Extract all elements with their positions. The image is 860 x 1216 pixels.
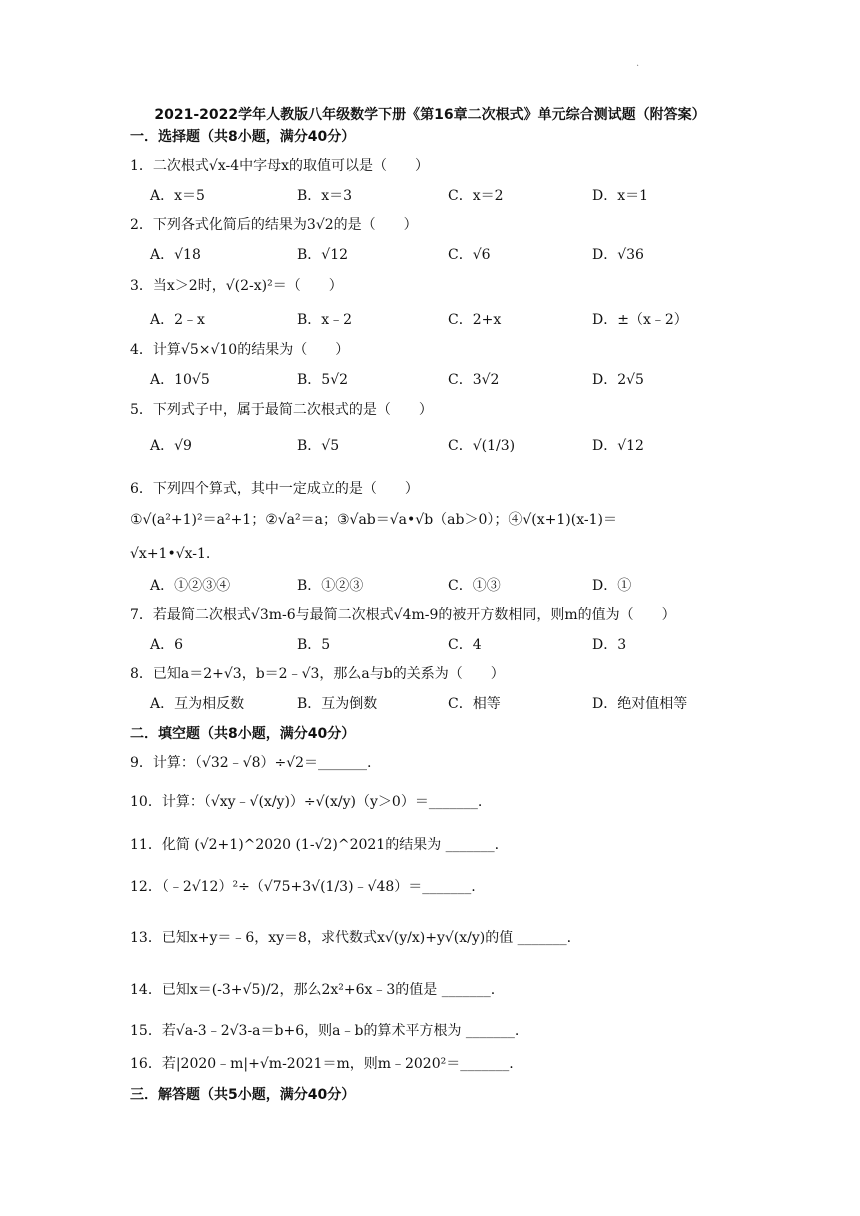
question-6-option-a: A．①②③④ — [150, 578, 231, 594]
question-7-options — [150, 635, 750, 659]
question-4-options — [150, 370, 750, 394]
question-7-stem: 7．若最简二次根式√3m-6与最简二次根式√4m-9的被开方数相同，则m的值为（ ） — [130, 607, 676, 623]
question-8-option-d: D．绝对值相等 — [592, 696, 688, 712]
question-5-option-c: C．√(1/3) — [448, 438, 516, 454]
question-1-options — [150, 186, 750, 210]
question-2-option-d: D．√36 — [592, 247, 644, 263]
question-15: 15．若√a-3﹣2√3-a＝b+6，则a﹣b的算术平方根为 _______. — [130, 1023, 520, 1039]
question-4-option-d: D．2√5 — [592, 372, 644, 388]
question-5-option-a: A．√9 — [150, 438, 192, 454]
question-5-option-b: B．√5 — [297, 438, 340, 454]
question-6-stem: 6．下列四个算式，其中一定成立的是（ ） — [130, 481, 419, 497]
question-2-options — [150, 245, 750, 269]
question-12: 12．（﹣2√12）²÷（√75+3√(1/3)﹣√48）＝_______. — [130, 879, 476, 895]
question-7-option-c: C．4 — [448, 637, 482, 653]
question-8-option-c: C．相等 — [448, 696, 501, 712]
question-6-statements-cont: √x+1•√x-1. — [130, 546, 211, 562]
question-3-options — [150, 310, 750, 334]
section-choice-heading: 一．选择题（共8小题，满分40分） — [130, 129, 356, 145]
question-8-stem: 8．已知a＝2+√3，b＝2﹣√3，那么a与b的关系为（ ） — [130, 666, 505, 682]
question-14: 14．已知x＝(-3+√5)/2，那么2x²+6x﹣3的值是 _______. — [130, 982, 496, 998]
question-3-option-c: C．2+x — [448, 312, 502, 328]
question-7-option-a: A．6 — [150, 637, 184, 653]
question-5-options — [150, 436, 750, 460]
question-5-stem: 5．下列式子中，属于最简二次根式的是（ ） — [130, 402, 433, 418]
question-1-option-b: B．x＝3 — [297, 188, 353, 204]
question-4-option-c: C．3√2 — [448, 372, 500, 388]
section-fill-heading: 二．填空题（共8小题，满分40分） — [130, 726, 356, 742]
question-9: 9．计算：（√32﹣√8）÷√2＝_______. — [130, 755, 372, 771]
question-11: 11．化简 (√2+1)^2020 (1-√2)^2021的结果为 _______. — [130, 837, 500, 853]
section-answer-heading: 三．解答题（共5小题，满分40分） — [130, 1087, 356, 1103]
question-1-option-a: A．x＝5 — [150, 188, 205, 204]
question-2-option-a: A．√18 — [150, 247, 201, 263]
question-6-option-b: B．①②③ — [297, 578, 364, 594]
question-10: 10．计算：（√xy﹣√(x/y)）÷√(x/y)（y＞0）＝_______. — [130, 794, 483, 810]
question-1-option-d: D．x＝1 — [592, 188, 649, 204]
question-3-option-d: D．±（x﹣2） — [592, 312, 688, 328]
question-3-option-b: B．x﹣2 — [297, 312, 353, 328]
question-13: 13．已知x+y＝﹣6，xy＝8，求代数式x√(y/x)+y√(x/y)的值 _______. — [130, 930, 572, 946]
question-3-option-a: A．2﹣x — [150, 312, 205, 328]
question-7-option-b: B．5 — [297, 637, 331, 653]
page-title: 2021-2022学年人教版八年级数学下册《第16章二次根式》单元综合测试题（附答案） — [154, 107, 706, 123]
question-6-statements: ①√(a²+1)²＝a²+1；②√a²＝a；③√ab＝√a•√b（ab＞0）；④√(x+1)(x-1)＝ — [130, 512, 617, 528]
question-4-option-b: B．5√2 — [297, 372, 349, 388]
question-6-options — [150, 576, 750, 600]
question-8-options — [150, 694, 750, 718]
question-16: 16．若|2020﹣m|+√m-2021＝m，则m﹣2020²＝_______. — [130, 1056, 514, 1072]
question-4-stem: 4．计算√5×√10的结果为（ ） — [130, 342, 350, 358]
question-7-option-d: D．3 — [592, 637, 627, 653]
question-4-option-a: A．10√5 — [150, 372, 210, 388]
page-dot: . — [636, 58, 640, 69]
question-8-option-b: B．互为倒数 — [297, 696, 378, 712]
question-5-option-d: D．√12 — [592, 438, 644, 454]
question-1-option-c: C．x＝2 — [448, 188, 504, 204]
question-1-stem: 1．二次根式√x-4中字母x的取值可以是（ ） — [130, 158, 430, 174]
question-6-option-d: D．① — [592, 578, 632, 594]
question-2-stem: 2．下列各式化简后的结果为3√2的是（ ） — [130, 217, 418, 233]
question-6-option-c: C．①③ — [448, 578, 501, 594]
question-8-option-a: A．互为相反数 — [150, 696, 245, 712]
question-3-stem: 3．当x＞2时，√(2-x)²＝（ ） — [130, 278, 343, 294]
question-2-option-c: C．√6 — [448, 247, 491, 263]
question-2-option-b: B．√12 — [297, 247, 349, 263]
